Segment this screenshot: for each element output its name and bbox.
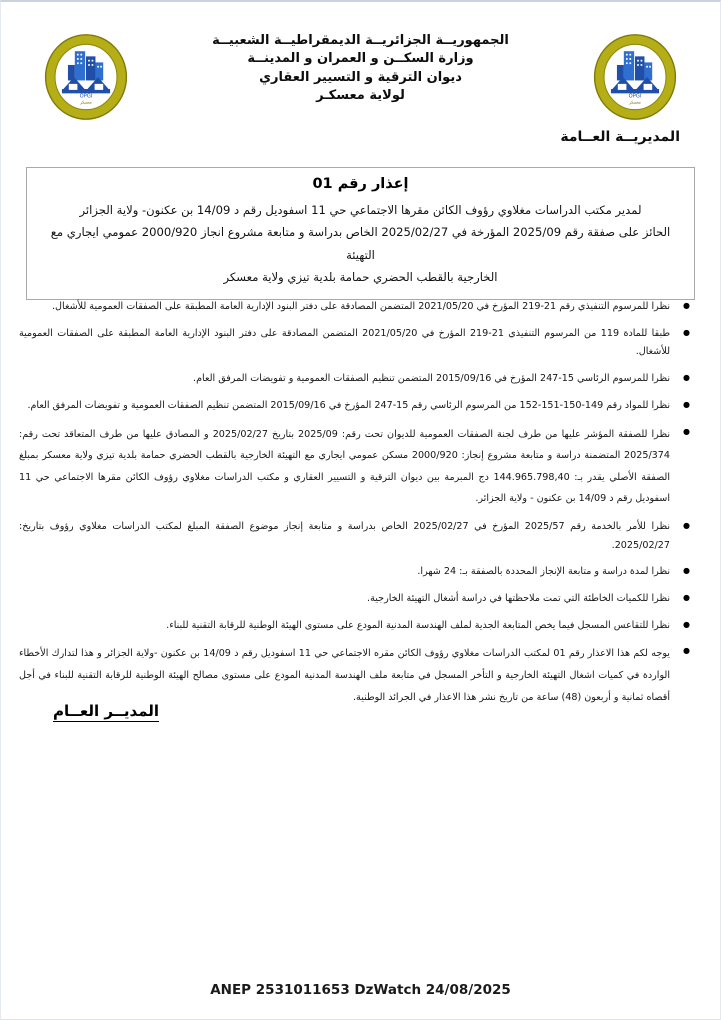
- notice-title: إعذار رقم 01: [312, 176, 409, 192]
- clause-item: ● نظرا للمرسوم الرئاسي 15-247 المؤرخ في 2015/09/16 المتضمن تنظيم الصفقات العمومية و تفويضات المرفق العام.: [19, 370, 698, 389]
- clause-item: ● نظرا للمرسوم التنفيذي رقم 21-219 المؤرخ في 2021/05/20 المتضمن المصادقة على دفتر البنود الإدارية العامة المطبقة على الصفقات العمومية للأشغال.: [19, 298, 698, 317]
- header-line-office: ديوان الترقية و التسيير العقاري: [259, 69, 462, 85]
- clause-item: ● نظرا لمدة دراسة و متابعة الإنجاز المحددة بالصفقة بـ: 24 شهرا.: [19, 563, 698, 582]
- clause-item: ● نظرا للصفقة المؤشر عليها من طرف لجنة الصفقات العمومية للديوان تحت رقم: 2025/09 بتاريخ 2025/02/27 و المصادق عليها من طرف المتعاقد تحت رقم: 2025/374 المتضمنة دراسة و متابعة مشروع إنجاز: 2000/920 مسكن عمومي ايجاري مع التهيئة الخارجية بالقطب الحضري حمامة بلدية تيزي ولاية معسكر بمبلغ الصفقة الأصلي يقدر بـ: 144.965.798,40 دج المبرمة بين ديوان الترقية و التسيير العقاري و مكتب الدراسات مغلاوي رؤوف الكائن مقرها الاجتماعي حي 11 اسفوديل رقم د 14/09 بن عكنون - ولاية الجزائر.: [19, 424, 698, 510]
- header-line-wilaya: لولاية معسكـر: [316, 88, 405, 104]
- svg-text:معسكر: معسكر: [629, 99, 641, 105]
- clause-item: ● يوجه لكم هذا الاعذار رقم 01 لمكتب الدراسات مغلاوي رؤوف الكائن مقره الاجتماعي حي 11 اسفوديل رقم د 14/09 بن عكنون -ولاية الجزائر و هذا لتدارك الأخطاء الواردة في كميات اشغال التهيئة الخارجية و التأخر المسجل في متابعة ملف الهندسة المدنية المودع على مستوى مصالح الهيئة الوطنية للرقابة التقنية للبناء في أجل أقصاه ثمانية و أربعون (48) ساعة من تاريخ نشر هذا الاعذار في الجرائد الوطنية.: [19, 643, 698, 708]
- anep-footer: ANEP 2531011653 DzWatch 24/08/2025: [210, 982, 511, 998]
- notice-box: [26, 167, 695, 300]
- document-header: [1, 2, 720, 127]
- directorate-label: المديريــة العــامة: [560, 129, 680, 145]
- clause-item: ● طبقا للمادة 119 من المرسوم التنفيذي 21-219 المؤرخ في 2021/05/20 المتضمن المصادقة على دفتر البنود الإدارية العامة المطبقة على الصفقات العمومية للأشغال.: [19, 325, 698, 362]
- opgi-emblem-logo-right: [592, 34, 678, 120]
- header-line-ministry: وزارة السكــن و العمران و المدينــة: [247, 51, 474, 67]
- notice-paragraph-line-3: الخارجية بالقطب الحضري حمامة بلدية تيزي ولاية معسكر: [223, 269, 498, 284]
- clause-item: ● نظرا للأمر بالخدمة رقم 2025/57 المؤرخ في 2025/02/27 الخاص بدراسة و متابعة إنجاز موضوع الصفقة المبلغ لمكتب الدراسات مغلاوي رؤوف بتاريخ: 2025/02/27.: [19, 518, 698, 555]
- svg-text:معسكر: معسكر: [80, 99, 92, 105]
- svg-text:OPGI: OPGI: [628, 93, 642, 100]
- clause-list: [19, 298, 698, 716]
- clause-item: ● نظرا للمواد رقم 149-150-151-152 من المرسوم الرئاسي رقم 15-247 المؤرخ في 2015/09/16 المتضمن تنظيم الصفقات العمومية و تفويضات المرفق العام.: [19, 397, 698, 416]
- notice-paragraph-line-1: لمدير مكتب الدراسات مغلاوي رؤوف الكائن مقرها الاجتماعي حي 11 اسفوديل رقم د 14/09 بن عكنون- ولاية الجزائر: [79, 203, 642, 217]
- notice-paragraph-line-2: الحائز على صفقة رقم 2025/09 المؤرخة في 2025/02/27 الخاص بدراسة و متابعة مشروع انجاز 2000/920 عمومي ايجاري مع التهيئة: [50, 225, 671, 262]
- clause-item: ● نظرا للتقاعس المسجل فيما يخص المتابعة الجدية لملف الهندسة المدنية المودع على مستوى الهيئة الوطنية للرقابة التقنية للبناء.: [19, 617, 698, 636]
- svg-text:OPGI: OPGI: [79, 93, 93, 100]
- header-line-republic: الجمهوريــة الجزائريــة الديمقراطيــة الشعبيــة: [212, 33, 509, 48]
- signature-title: المديــر العــام: [53, 702, 160, 720]
- clause-item: ● نظرا للكميات الخاطئة التي تمت ملاحظتها في دراسة أشغال التهيئة الخارجية.: [19, 590, 698, 609]
